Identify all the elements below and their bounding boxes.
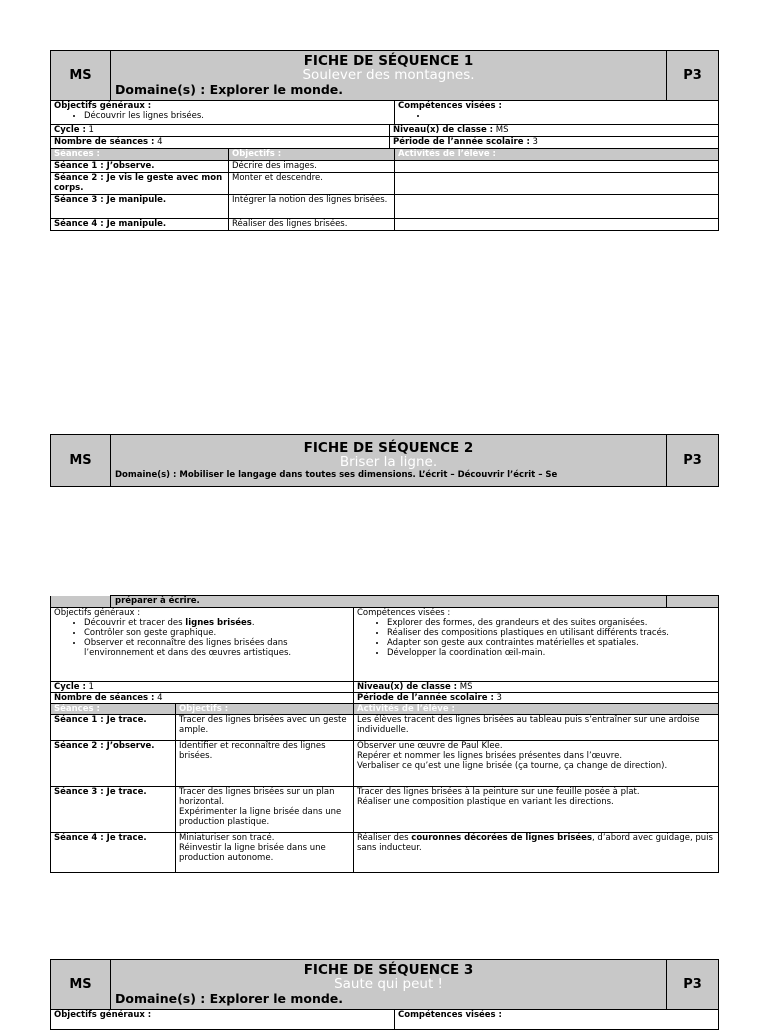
competences-label: Compétences visées : xyxy=(357,608,451,618)
competences-cell xyxy=(395,101,719,125)
table-row: Séance 3 : Je manipule. Intégrer la notion des lignes brisées. xyxy=(51,195,719,219)
objectives-label: Objectifs généraux : xyxy=(54,608,141,618)
competence-item: • Adapter son geste aux contraintes matérielles et spatiales. xyxy=(387,638,715,648)
periode-cell: Période de l’année scolaire : 3 xyxy=(354,693,719,704)
sequence-domain: Domaine(s) : Mobiliser le langage dans toutes ses dimensions. L’écrit – Découvrir l’écrit – Se xyxy=(115,469,558,480)
level-label: MS xyxy=(51,435,111,487)
competence-item xyxy=(428,111,715,121)
sequence-header xyxy=(111,435,667,487)
period-label: P3 xyxy=(667,960,719,1010)
col-activites: Activités de l’élève : xyxy=(354,704,719,715)
col-seances: Séances : xyxy=(51,704,176,715)
competences-label: Compétences visées : xyxy=(398,101,502,111)
seances-count-cell: Nombre de séances : 4 xyxy=(51,693,354,704)
table-row: Séance 4 : Je manipule. Réaliser des lignes brisées. xyxy=(51,219,719,231)
competences-cell xyxy=(354,608,719,682)
sequence-subtitle: Saute qui peut ! xyxy=(334,976,443,992)
sequence-subtitle: Briser la ligne. xyxy=(339,453,438,470)
seances-count-cell: Nombre de séances : 4 xyxy=(51,137,390,149)
table-row: Séance 4 : Je trace. Miniaturiser son tracé. Réinvestir la ligne brisée dans une production autonome. Réaliser des couronnes décorées de lignes brisées, d’abord avec guidage, puis sans inducteur. xyxy=(51,833,719,873)
period-label: P3 xyxy=(667,51,719,101)
sequence-2-body xyxy=(50,595,719,873)
sequence-subtitle: Soulever des montagnes. xyxy=(302,67,475,83)
objectives-label: Objectifs généraux : xyxy=(54,1010,152,1020)
sequence-2-header xyxy=(50,434,719,487)
objectives-label: Objectifs généraux : xyxy=(54,101,152,111)
table-row: Séance 2 : Je vis le geste avec mon corps. Monter et descendre. xyxy=(51,173,719,195)
domain-continuation: préparer à écrire. xyxy=(111,596,667,608)
col-seances: Séances : xyxy=(51,149,229,161)
sequence-title: FICHE DE SÉQUENCE 2 xyxy=(303,439,474,456)
col-objectifs: Objectifs : xyxy=(176,704,354,715)
level-label: MS xyxy=(51,51,111,101)
competence-item: • Explorer des formes, des grandeurs et des suites organisées. xyxy=(387,618,715,628)
objective-item: • Découvrir les lignes brisées. xyxy=(84,111,391,121)
cycle-cell: Cycle : 1 xyxy=(51,125,390,137)
sequence-3-table xyxy=(50,959,719,1030)
competences-label: Compétences visées : xyxy=(398,1010,502,1020)
niveau-cell: Niveau(x) de classe : MS xyxy=(390,125,719,137)
objectives-cell xyxy=(51,608,354,682)
level-label: MS xyxy=(51,960,111,1010)
sequence-header xyxy=(111,960,667,1010)
table-row: Séance 2 : J’observe. Identifier et reconnaître des lignes brisées. Observer une œuvre de Paul Klee. Repérer et nommer les lignes brisées présentes dans l’œuvre. Verbaliser ce qu’est une ligne brisée (ça tourne, ça change de direction). xyxy=(51,741,719,787)
niveau-cell: Niveau(x) de classe : MS xyxy=(354,682,719,693)
objectives-cell xyxy=(51,101,395,125)
competence-item: • Développer la coordination œil-main. xyxy=(387,648,715,658)
period-label: P3 xyxy=(667,435,719,487)
objectives-cell xyxy=(51,1010,395,1030)
sequence-title: FICHE DE SÉQUENCE 3 xyxy=(303,962,474,978)
objective-item: • Observer et reconnaître des lignes brisées dans l’environnement et dans des œuvres artistiques. xyxy=(84,638,350,658)
table-row: Séance 1 : J’observe. Décrire des images. xyxy=(51,161,719,173)
competences-cell xyxy=(395,1010,719,1030)
col-activites: Activités de l’élève : xyxy=(395,149,719,161)
sequence-title: FICHE DE SÉQUENCE 1 xyxy=(303,53,474,69)
objective-item: • Découvrir et tracer des lignes brisées. xyxy=(84,618,350,628)
table-row: Séance 3 : Je trace. Tracer des lignes brisées sur un plan horizontal. Expérimenter la ligne brisée dans une production plastique. Tracer des lignes brisées à la peinture sur une feuille posée à plat. Réaliser une composition plastique en variant les directions. xyxy=(51,787,719,833)
competence-item: • Réaliser des compositions plastiques en utilisant différents tracés. xyxy=(387,628,715,638)
objective-item: • Contrôler son geste graphique. xyxy=(84,628,350,638)
periode-cell: Période de l’année scolaire : 3 xyxy=(390,137,719,149)
sequence-header xyxy=(111,51,667,101)
sequence-1-table xyxy=(50,50,719,231)
table-row: Séance 1 : Je trace. Tracer des lignes brisées avec un geste ample. Les élèves tracent des lignes brisées au tableau puis s’entraîner sur une ardoise individuelle. xyxy=(51,715,719,741)
col-objectifs: Objectifs : xyxy=(229,149,395,161)
sequence-domain: Domaine(s) : Explorer le monde. xyxy=(115,991,344,1006)
sequence-domain: Domaine(s) : Explorer le monde. xyxy=(115,82,344,97)
cycle-cell: Cycle : 1 xyxy=(51,682,354,693)
